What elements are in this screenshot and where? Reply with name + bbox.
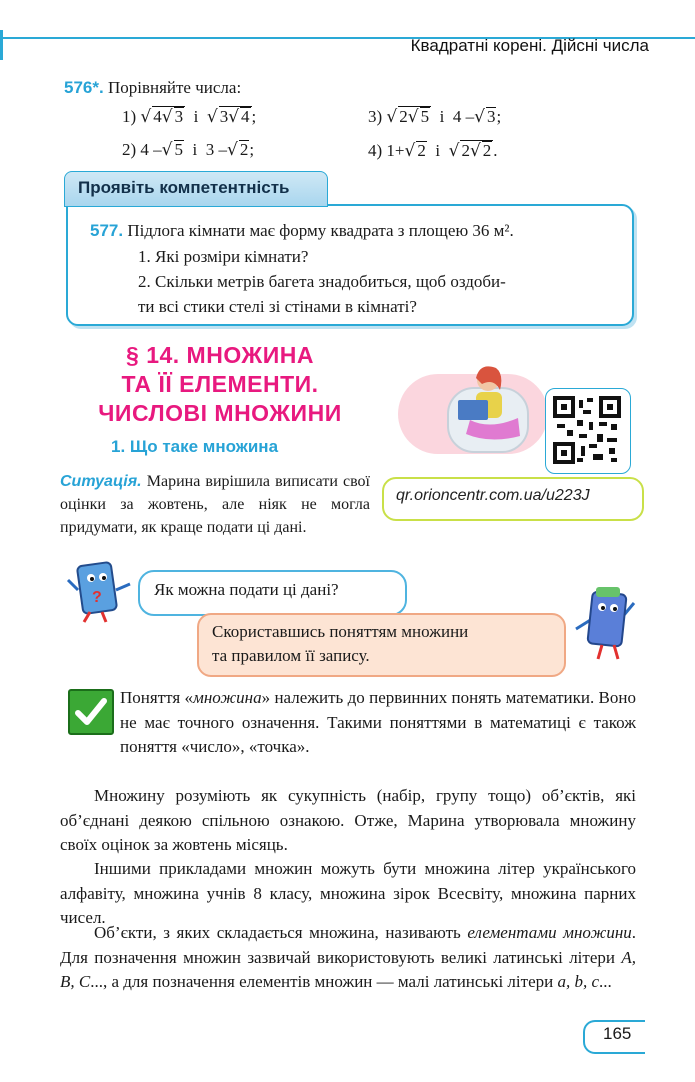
page-number: 165	[603, 1024, 632, 1043]
sqrt-icon: √	[407, 107, 419, 127]
item-2	[122, 140, 254, 160]
phone-character-right-icon	[570, 585, 640, 665]
subsection-title: 1. Що таке множина	[111, 437, 279, 456]
item-label: 3)	[368, 107, 383, 126]
text: . Для позначення множин зазвичай використовують великі латинські літери	[60, 923, 636, 967]
text: Об’єкти, з яких складається множина, називають	[94, 923, 468, 942]
text: Поняття «	[120, 688, 193, 707]
sqrt-icon: √	[161, 140, 173, 160]
qr-link[interactable]: qr.orioncentr.com.ua/u223J	[396, 487, 590, 504]
radicand: 3	[486, 107, 496, 126]
section-title-line-2: ТА ЇЇ ЕЛЕМЕНТИ.	[121, 371, 319, 397]
sqrt-icon: √	[404, 141, 416, 161]
paragraph-2: Множину розуміють як сукупність (набір, групу тощо) об’єктів, які об’єднані деякою спільною ознакою. Отже, Марина утворювала множину своїх оцінок за жовтень місяць.	[60, 786, 636, 854]
emphasis: елементами множини	[467, 923, 632, 942]
emphasis: множина	[193, 688, 262, 707]
conjunction: і	[192, 140, 198, 159]
paragraph-4	[60, 921, 636, 995]
item-label: 4)	[368, 141, 383, 160]
sqrt-icon: √	[140, 107, 152, 127]
section-title-line-1: § 14. МНОЖИНА	[126, 342, 314, 368]
question-1: 1. Які розміри кімнати?	[138, 247, 309, 266]
sqrt-icon: √	[448, 141, 460, 161]
question-2-cont: ти всі стики стелі зі стінами в кімнаті?	[138, 297, 417, 316]
item-label: 1)	[122, 107, 137, 126]
paragraph-3: Іншими прикладами множин можуть бути множина літер українського алфавіту, множина учнів 8 класу, множина зірок Всесвіту, множина парних чисел.	[60, 859, 636, 927]
punct: .	[493, 141, 498, 160]
conjunction: і	[193, 107, 199, 126]
competence-title: Проявіть компетентність	[78, 178, 290, 197]
exercise-577	[90, 221, 514, 241]
punct: ;	[251, 107, 257, 126]
answer-text	[212, 620, 557, 668]
answer-line-1: Скориставшись поняттям множини	[212, 622, 469, 641]
radicand: 3	[219, 107, 229, 126]
emphasis: a, b, c	[557, 972, 600, 991]
header-accent-bar	[0, 30, 3, 60]
radicand: 5	[174, 140, 184, 159]
item-1	[122, 106, 256, 127]
radicand: 2	[399, 107, 408, 126]
girl-with-laptop-illustration	[440, 360, 540, 460]
situation-text	[60, 470, 370, 539]
conjunction: і	[435, 141, 441, 160]
radicand: 4	[241, 107, 250, 126]
exercise-number: 576*.	[64, 78, 104, 97]
paragraph-1	[120, 686, 636, 760]
sqrt-icon: √	[161, 107, 173, 127]
running-header: Квадратні корені. Дійсні числа	[410, 36, 649, 55]
answer-line-2: та правилом її запису.	[212, 646, 370, 665]
situation-label: Ситуація.	[60, 473, 142, 490]
sqrt-icon: √	[474, 107, 485, 127]
expression: 4 –	[452, 107, 475, 126]
checkmark-icon	[68, 689, 114, 735]
text: ...	[599, 972, 612, 991]
punct: ;	[496, 107, 502, 126]
exercise-prompt: Порівняйте числа:	[107, 78, 242, 97]
radicand: 2	[417, 141, 426, 160]
sqrt-icon: √	[206, 107, 218, 127]
expression: 1+	[386, 141, 405, 160]
svg-text:?: ?	[92, 589, 102, 606]
sqrt-icon: √	[469, 141, 481, 161]
item-label: 2)	[122, 140, 137, 159]
exercise-text: Підлога кімнати має форму квадрата з площею 36 м².	[127, 221, 514, 240]
question-2: 2. Скільки метрів багета знадобиться, щоб оздоби-	[138, 272, 506, 291]
phone-character-left-icon	[66, 560, 136, 626]
exercise-number: 577.	[90, 221, 124, 240]
expression: 4 –	[140, 140, 162, 159]
check-glyph-icon	[70, 691, 112, 733]
item-4	[368, 140, 498, 161]
text: ..., а для позначення елементів множин — малі латинські літери	[90, 972, 558, 991]
sqrt-icon: √	[227, 140, 238, 160]
sqrt-icon: √	[228, 107, 240, 127]
sqrt-icon: √	[386, 107, 398, 127]
conjunction: і	[439, 107, 445, 126]
radicand: 5	[420, 107, 430, 126]
radicand: 2	[239, 140, 249, 159]
item-3	[368, 106, 501, 127]
section-title-line-3: ЧИСЛОВІ МНОЖИНИ	[98, 400, 342, 426]
radicand: 2	[461, 141, 470, 160]
text: » належить до первинних понять математики. Воно не має точного означення. Такими поняттями в математиці є також поняття «число», «точка».	[120, 688, 636, 756]
radicand: 2	[482, 141, 492, 160]
question-text: Як можна подати ці дані?	[154, 580, 339, 599]
situation-body: Марина вирішила виписати свої оцінки за жовтень, але ніяк не могла придумати, як краще подати ці дані.	[60, 473, 370, 536]
expression: 3 –	[205, 140, 227, 159]
radicand: 4	[153, 107, 162, 126]
radicand: 3	[174, 107, 184, 126]
qr-code-icon[interactable]	[553, 396, 621, 464]
exercise-576	[64, 78, 241, 98]
emphasis: A, B, C	[60, 947, 636, 991]
punct: ;	[249, 140, 255, 159]
